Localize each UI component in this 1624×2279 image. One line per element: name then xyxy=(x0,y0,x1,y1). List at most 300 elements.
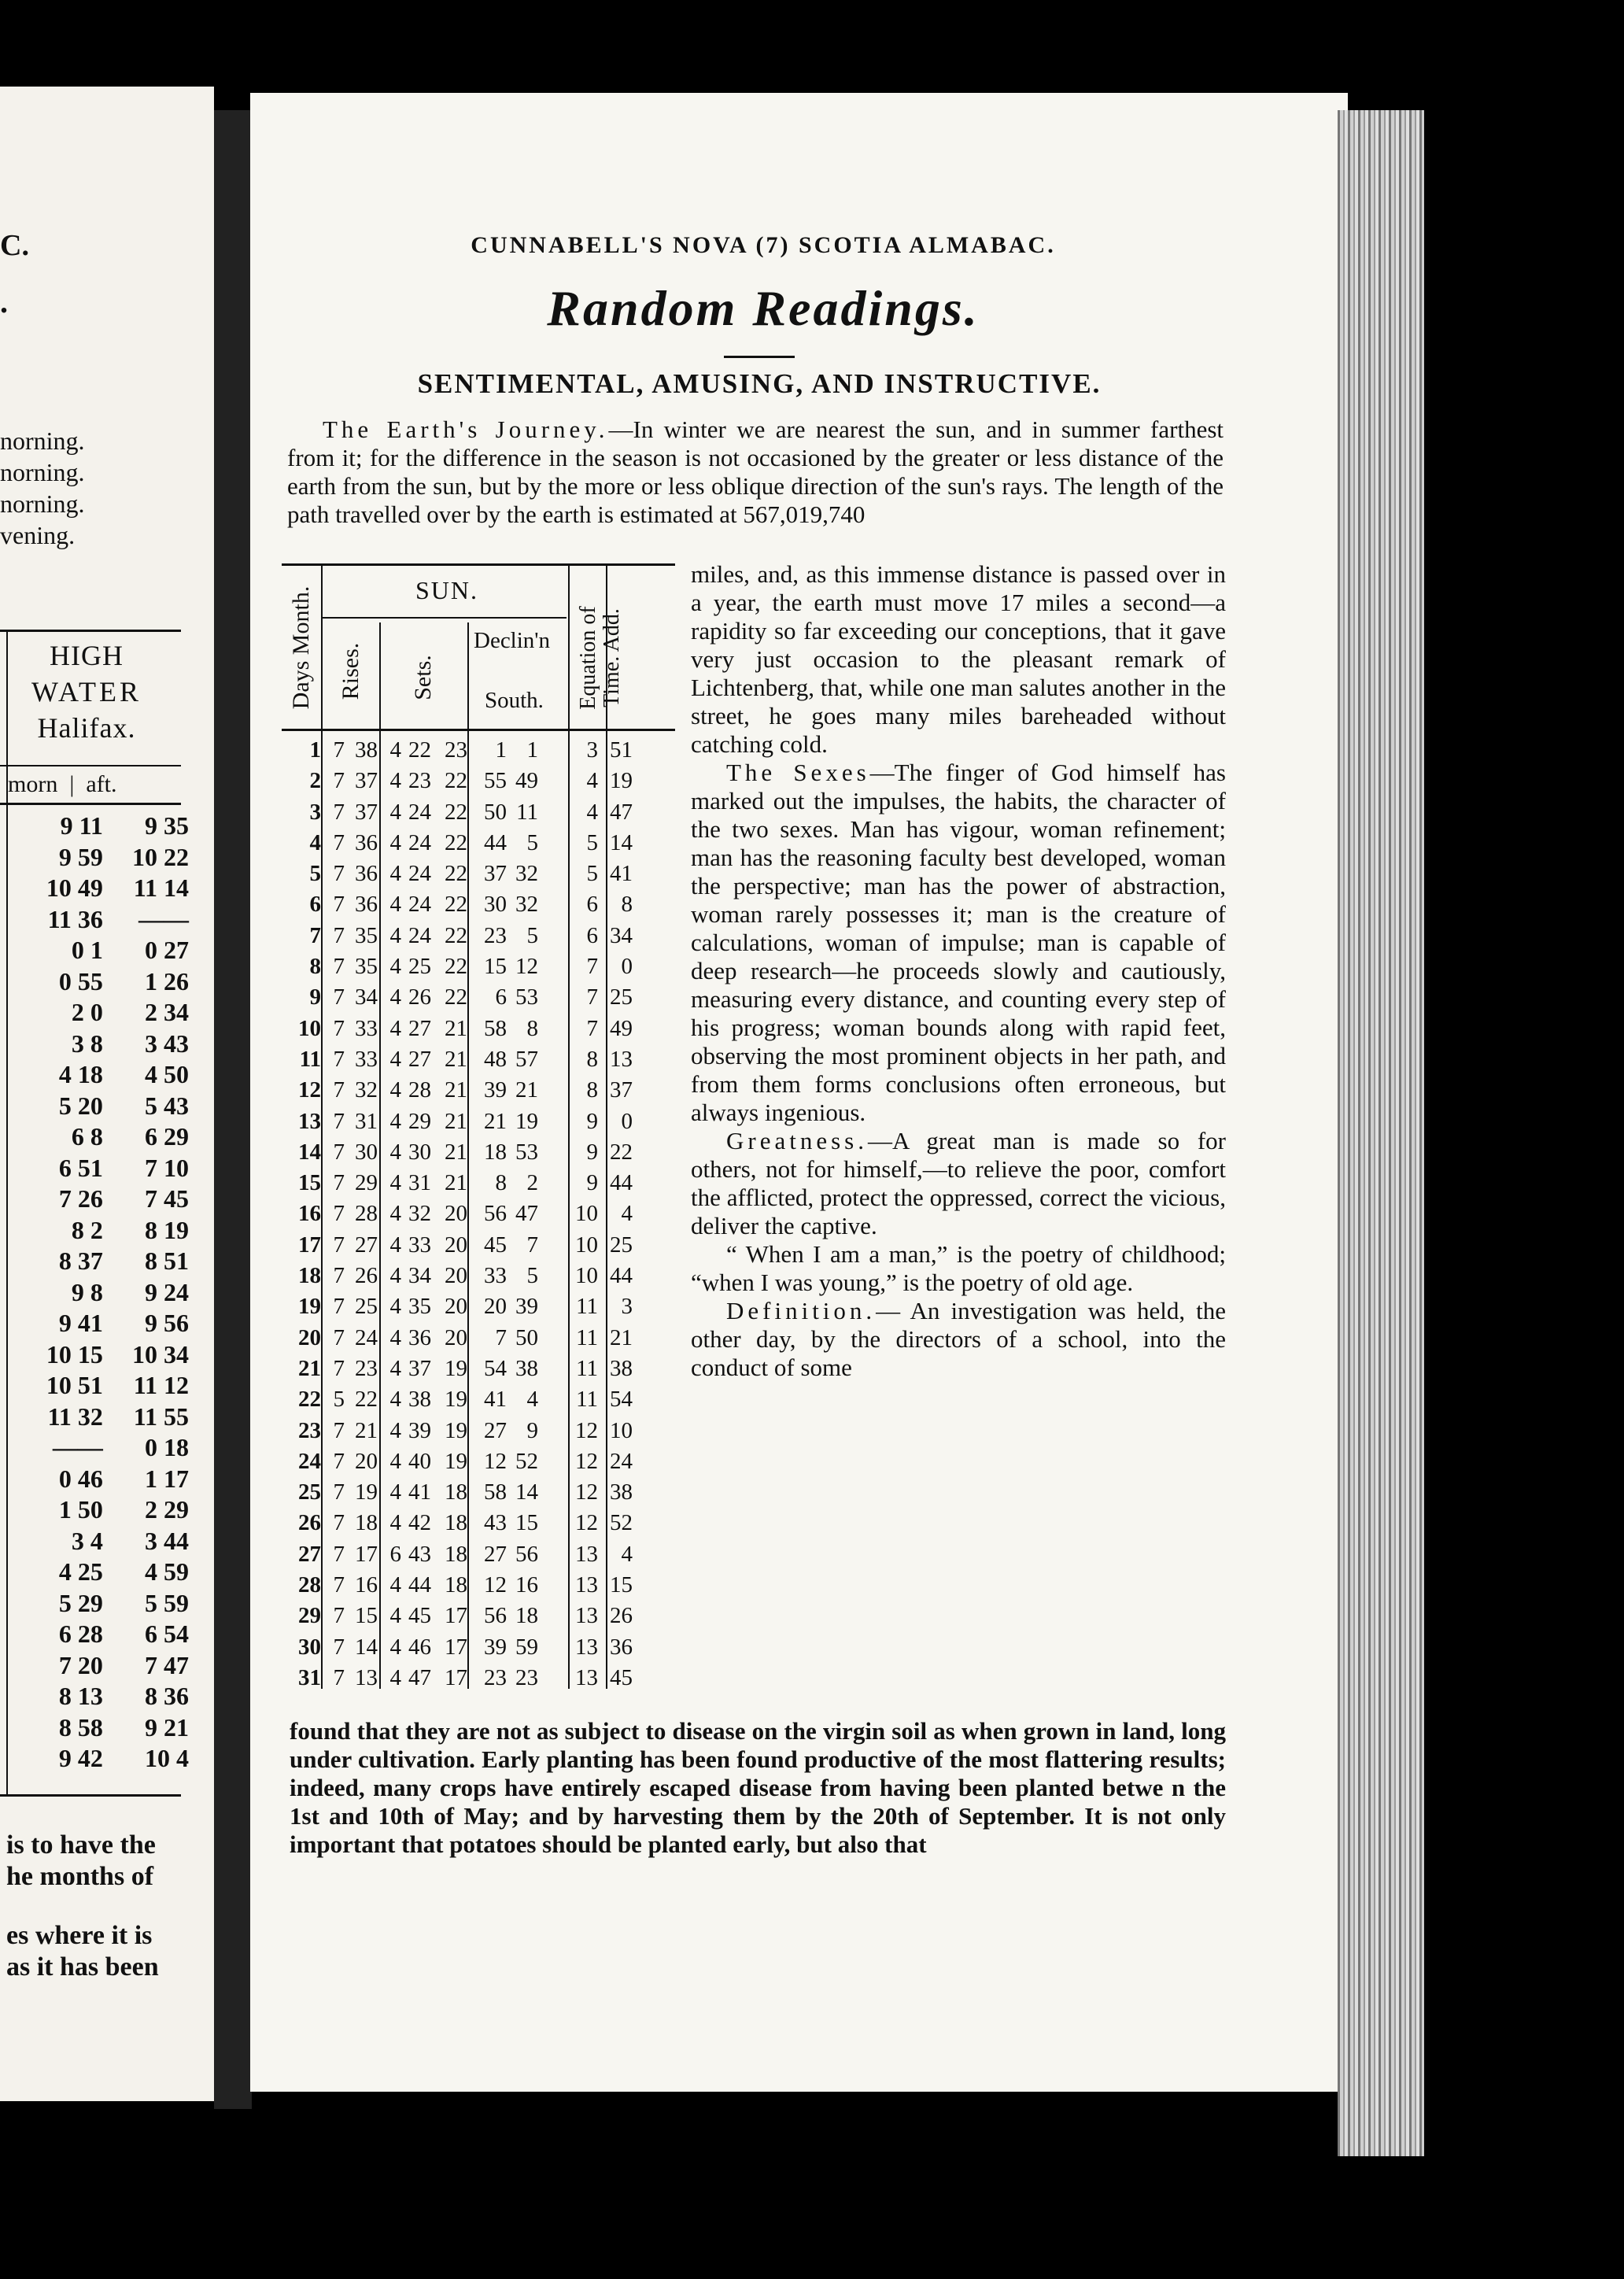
rise-hour-cell: 7 xyxy=(333,1294,345,1320)
sun-table-row xyxy=(282,1663,687,1694)
rise-hour-cell: 7 xyxy=(333,1634,345,1660)
rise-hour-cell: 7 xyxy=(333,1077,345,1103)
sun-table-row xyxy=(282,1601,687,1631)
decl-min-cell: 45 xyxy=(484,1232,507,1258)
hw-row xyxy=(0,1494,189,1526)
sun-table-row xyxy=(282,1044,687,1075)
day-cell: 21 xyxy=(298,1355,321,1381)
hw-row xyxy=(0,1153,189,1184)
sun-table-row xyxy=(282,735,687,766)
decl-deg-cell: 20 xyxy=(445,1324,467,1350)
hw-aft-cell: 8 36 xyxy=(145,1682,189,1710)
eq-min-cell: 7 xyxy=(586,984,598,1010)
hw-aft-cell: 10 4 xyxy=(145,1744,189,1772)
rise-min-cell: 25 xyxy=(355,1294,378,1320)
eq-sec-cell: 19 xyxy=(610,768,633,794)
hw-aft-cell: 9 35 xyxy=(145,811,189,840)
hw-aft-cell: 9 21 xyxy=(145,1712,189,1742)
eq-sec-cell: 0 xyxy=(621,954,633,980)
eq-min-cell: 13 xyxy=(575,1603,598,1629)
decl-sec-cell: 2 xyxy=(526,1170,538,1196)
phase-line: norning. xyxy=(0,458,85,486)
decl-deg-cell: 18 xyxy=(445,1572,467,1598)
decl-deg-cell: 17 xyxy=(445,1664,467,1690)
rise-hour-cell: 7 xyxy=(333,1046,345,1072)
sun-table-row xyxy=(282,859,687,889)
decl-deg-cell: 21 xyxy=(445,1170,467,1196)
set-hour-cell: 4 xyxy=(389,1232,401,1258)
hw-morn-cell: 10 49 xyxy=(46,874,103,902)
table-rule xyxy=(323,617,567,619)
rise-min-cell: 34 xyxy=(355,984,378,1010)
rise-min-cell: 23 xyxy=(355,1355,378,1381)
set-min-cell: 33 xyxy=(408,1232,431,1258)
eq-sec-cell: 24 xyxy=(610,1448,633,1474)
hw-aft-cell: 2 29 xyxy=(145,1495,189,1524)
hw-row xyxy=(0,1432,189,1464)
rise-hour-cell: 7 xyxy=(333,1170,345,1196)
eq-sec-cell: 44 xyxy=(610,1170,633,1196)
set-hour-cell: 4 xyxy=(389,1046,401,1072)
sun-table-row xyxy=(282,1539,687,1570)
sun-table-row xyxy=(282,1508,687,1538)
rise-min-cell: 32 xyxy=(355,1077,378,1103)
table-rule xyxy=(0,630,181,632)
eq-sec-cell: 21 xyxy=(610,1324,633,1350)
eq-min-cell: 11 xyxy=(576,1387,598,1413)
set-hour-cell: 4 xyxy=(389,954,401,980)
set-hour-cell: 4 xyxy=(389,1572,401,1598)
set-min-cell: 38 xyxy=(408,1387,431,1413)
hw-aft-cell: 8 51 xyxy=(145,1247,189,1275)
day-cell: 16 xyxy=(298,1201,321,1227)
poetry-paragraph: “ When I am a man,” is the poetry of childhood; “when I was young,” is the poetry of old age. xyxy=(691,1240,1226,1296)
decl-min-cell: 33 xyxy=(484,1263,507,1289)
hw-morn-cell: 5 29 xyxy=(58,1588,103,1617)
sun-table-row xyxy=(282,951,687,982)
hw-aft-cell: 8 19 xyxy=(145,1215,189,1244)
hw-aft-cell: 0 18 xyxy=(145,1433,189,1461)
set-hour-cell: 4 xyxy=(389,1510,401,1536)
decl-sec-cell: 38 xyxy=(515,1355,538,1381)
set-hour-cell: 4 xyxy=(389,1603,401,1629)
decl-sec-cell: 1 xyxy=(526,737,538,763)
rise-hour-cell: 7 xyxy=(333,922,345,948)
decl-deg-cell: 22 xyxy=(445,922,467,948)
day-cell: 3 xyxy=(309,799,321,825)
day-cell: 26 xyxy=(298,1510,321,1536)
right-column-text xyxy=(691,560,1226,1382)
sun-table-rows xyxy=(282,735,687,1694)
col-head-days: Days Month. xyxy=(288,585,314,710)
set-hour-cell: 4 xyxy=(389,1294,401,1320)
set-hour-cell: 4 xyxy=(389,1355,401,1381)
set-min-cell: 27 xyxy=(408,1015,431,1041)
decl-deg-cell: 21 xyxy=(445,1046,467,1072)
set-hour-cell: 4 xyxy=(389,768,401,794)
set-min-cell: 44 xyxy=(408,1572,431,1598)
set-hour-cell: 4 xyxy=(389,984,401,1010)
day-cell: 25 xyxy=(298,1479,321,1505)
eq-min-cell: 5 xyxy=(586,861,598,887)
hw-col-morn: morn xyxy=(8,771,58,797)
set-min-cell: 24 xyxy=(408,861,431,887)
eq-min-cell: 5 xyxy=(586,829,598,855)
left-header-fragment: C. xyxy=(0,229,29,262)
set-min-cell: 35 xyxy=(408,1294,431,1320)
left-bottom-text: is to have the he months of xyxy=(6,1830,156,1891)
col-head-equation: Equation of Time. Add. xyxy=(576,606,624,710)
day-cell: 20 xyxy=(298,1324,321,1350)
hw-row xyxy=(0,1277,189,1309)
eq-sec-cell: 0 xyxy=(621,1108,633,1134)
hw-row xyxy=(0,1029,189,1060)
decl-min-cell: 12 xyxy=(484,1448,507,1474)
hw-row xyxy=(0,1184,189,1215)
sun-table-row xyxy=(282,1446,687,1477)
rise-min-cell: 33 xyxy=(355,1046,378,1072)
earth-journey-paragraph xyxy=(287,416,1224,529)
set-min-cell: 47 xyxy=(408,1664,431,1690)
decl-min-cell: 56 xyxy=(484,1201,507,1227)
decl-sec-cell: 8 xyxy=(526,1015,538,1041)
rise-min-cell: 15 xyxy=(355,1603,378,1629)
sun-table-row xyxy=(282,889,687,920)
eq-min-cell: 11 xyxy=(576,1294,598,1320)
hw-row xyxy=(0,1681,189,1712)
set-min-cell: 37 xyxy=(408,1355,431,1381)
hw-morn-cell: 3 4 xyxy=(71,1526,103,1555)
sun-table xyxy=(282,563,687,1690)
sun-table-row xyxy=(282,1570,687,1601)
decl-min-cell: 21 xyxy=(484,1108,507,1134)
rise-min-cell: 36 xyxy=(355,892,378,918)
rise-min-cell: 37 xyxy=(355,768,378,794)
hw-morn-cell: 4 18 xyxy=(58,1060,103,1088)
rise-hour-cell: 7 xyxy=(333,861,345,887)
sun-table-row xyxy=(282,982,687,1013)
left-page-fragment xyxy=(0,87,214,2101)
eq-min-cell: 8 xyxy=(586,1077,598,1103)
decl-sec-cell: 52 xyxy=(515,1448,538,1474)
eq-min-cell: 12 xyxy=(575,1479,598,1505)
table-rule xyxy=(0,1794,181,1797)
hw-aft-cell: 7 10 xyxy=(145,1153,189,1182)
hw-morn-cell: 10 15 xyxy=(46,1339,103,1369)
sun-table-row xyxy=(282,766,687,796)
eq-sec-cell: 52 xyxy=(610,1510,633,1536)
set-hour-cell: 4 xyxy=(389,1108,401,1134)
decl-sec-cell: 32 xyxy=(515,892,538,918)
hw-aft-cell: 4 50 xyxy=(145,1060,189,1088)
rise-hour-cell: 7 xyxy=(333,829,345,855)
eq-min-cell: 9 xyxy=(586,1139,598,1165)
set-hour-cell: 4 xyxy=(389,1664,401,1690)
eq-sec-cell: 44 xyxy=(610,1263,633,1289)
decl-sec-cell: 23 xyxy=(515,1664,538,1690)
decl-deg-cell: 22 xyxy=(445,892,467,918)
set-min-cell: 43 xyxy=(408,1541,431,1567)
rise-hour-cell: 5 xyxy=(333,1387,345,1413)
hw-row xyxy=(0,1526,189,1557)
rise-hour-cell: 7 xyxy=(333,1201,345,1227)
decl-min-cell: 58 xyxy=(484,1479,507,1505)
rise-hour-cell: 7 xyxy=(333,1510,345,1536)
decl-sec-cell: 16 xyxy=(515,1572,538,1598)
decl-sec-cell: 32 xyxy=(515,861,538,887)
hw-row xyxy=(0,1402,189,1433)
set-hour-cell: 4 xyxy=(389,1263,401,1289)
sun-table-row xyxy=(282,1291,687,1322)
rise-min-cell: 20 xyxy=(355,1448,378,1474)
decl-deg-cell: 22 xyxy=(445,799,467,825)
sun-table-row xyxy=(282,1106,687,1137)
high-water-subheader: morn | aft. xyxy=(8,771,117,797)
hw-morn-cell: 8 37 xyxy=(58,1247,103,1275)
decl-deg-cell: 17 xyxy=(445,1634,467,1660)
hw-aft-cell: 0 27 xyxy=(145,936,189,964)
decl-min-cell: 41 xyxy=(484,1387,507,1413)
set-min-cell: 39 xyxy=(408,1417,431,1443)
set-min-cell: 34 xyxy=(408,1263,431,1289)
hw-row xyxy=(0,1059,189,1091)
eq-sec-cell: 54 xyxy=(610,1387,633,1413)
eq-sec-cell: 41 xyxy=(610,861,633,887)
rise-hour-cell: 7 xyxy=(333,1479,345,1505)
sun-table-row xyxy=(282,1323,687,1354)
hw-morn-cell: 9 41 xyxy=(58,1309,103,1337)
hw-aft-cell: 3 44 xyxy=(145,1526,189,1555)
day-cell: 8 xyxy=(309,954,321,980)
eq-sec-cell: 13 xyxy=(610,1046,633,1072)
decl-sec-cell: 7 xyxy=(526,1232,538,1258)
hw-row xyxy=(0,1588,189,1620)
decl-sec-cell: 39 xyxy=(515,1294,538,1320)
rise-min-cell: 14 xyxy=(355,1634,378,1660)
col-head-rises: Rises. xyxy=(338,642,364,700)
decl-deg-cell: 22 xyxy=(445,984,467,1010)
eq-min-cell: 7 xyxy=(586,1015,598,1041)
eq-sec-cell: 4 xyxy=(621,1541,633,1567)
decl-min-cell: 39 xyxy=(484,1634,507,1660)
hw-row xyxy=(0,966,189,998)
decl-min-cell: 37 xyxy=(484,861,507,887)
rise-min-cell: 27 xyxy=(355,1232,378,1258)
hw-morn-cell: 9 8 xyxy=(71,1277,103,1306)
day-cell: 18 xyxy=(298,1263,321,1289)
hw-row xyxy=(0,1712,189,1744)
day-cell: 17 xyxy=(298,1232,321,1258)
decl-deg-cell: 22 xyxy=(445,829,467,855)
book-gutter xyxy=(214,110,252,2109)
set-min-cell: 25 xyxy=(408,954,431,980)
eq-sec-cell: 25 xyxy=(610,1232,633,1258)
decl-min-cell: 30 xyxy=(484,892,507,918)
hw-aft-cell: 1 26 xyxy=(145,966,189,995)
hw-morn-cell: 1 50 xyxy=(58,1495,103,1524)
hw-morn-cell: 0 1 xyxy=(71,936,103,964)
decl-sec-cell: 18 xyxy=(515,1603,538,1629)
hw-row xyxy=(0,842,189,874)
day-cell: 13 xyxy=(298,1108,321,1134)
rise-min-cell: 18 xyxy=(355,1510,378,1536)
page-title: Random Readings. xyxy=(547,280,980,336)
decl-deg-cell: 22 xyxy=(445,954,467,980)
hw-row xyxy=(0,997,189,1029)
set-hour-cell: 4 xyxy=(389,1387,401,1413)
eq-min-cell: 11 xyxy=(576,1355,598,1381)
decl-deg-cell: 18 xyxy=(445,1541,467,1567)
hw-morn-cell: 8 2 xyxy=(71,1215,103,1244)
eq-min-cell: 12 xyxy=(575,1510,598,1536)
decl-deg-cell: 21 xyxy=(445,1015,467,1041)
hw-morn-cell: 10 51 xyxy=(46,1371,103,1399)
set-min-cell: 23 xyxy=(408,768,431,794)
eq-sec-cell: 49 xyxy=(610,1015,633,1041)
sun-table-row xyxy=(282,797,687,828)
decl-deg-cell: 19 xyxy=(445,1417,467,1443)
decl-min-cell: 1 xyxy=(495,737,507,763)
day-cell: 24 xyxy=(298,1448,321,1474)
decl-deg-cell: 21 xyxy=(445,1077,467,1103)
sun-table-row xyxy=(282,921,687,951)
eq-sec-cell: 3 xyxy=(621,1294,633,1320)
set-hour-cell: 6 xyxy=(389,1541,401,1567)
hw-morn-cell: 8 13 xyxy=(58,1682,103,1710)
rise-min-cell: 24 xyxy=(355,1324,378,1350)
hw-aft-cell: 7 45 xyxy=(145,1184,189,1213)
decl-deg-cell: 18 xyxy=(445,1479,467,1505)
set-min-cell: 24 xyxy=(408,922,431,948)
decl-min-cell: 50 xyxy=(484,799,507,825)
hw-col-aft: aft. xyxy=(86,771,117,797)
decl-sec-cell: 11 xyxy=(516,799,538,825)
hw-aft-cell: 1 17 xyxy=(145,1464,189,1493)
eq-sec-cell: 4 xyxy=(621,1201,633,1227)
decl-deg-cell: 21 xyxy=(445,1108,467,1134)
rise-min-cell: 35 xyxy=(355,954,378,980)
hw-aft-cell: 5 59 xyxy=(145,1588,189,1617)
set-hour-cell: 4 xyxy=(389,799,401,825)
day-cell: 1 xyxy=(309,737,321,763)
hw-morn-cell: 9 59 xyxy=(58,842,103,871)
rise-min-cell: 37 xyxy=(355,799,378,825)
eq-sec-cell: 38 xyxy=(610,1355,633,1381)
rise-min-cell: 13 xyxy=(355,1664,378,1690)
hw-row xyxy=(0,873,189,904)
decl-sec-cell: 47 xyxy=(515,1201,538,1227)
sun-table-row xyxy=(282,1199,687,1229)
running-header: CUNNABELL'S NOVA (7) SCOTIA ALMABAC. xyxy=(471,232,1056,258)
rise-hour-cell: 7 xyxy=(333,799,345,825)
decl-min-cell: 39 xyxy=(484,1077,507,1103)
eq-min-cell: 4 xyxy=(586,768,598,794)
set-min-cell: 45 xyxy=(408,1603,431,1629)
sun-table-row xyxy=(282,1168,687,1199)
eq-min-cell: 10 xyxy=(575,1232,598,1258)
earth-text-continued: miles, and, as this immense distance is passed over in a year, the earth must move 17 miles a second—a rapidity so far exceeding our conceptions, that it gave very just occasion to the pleasant remark of Lichtenberg, that, while one man salutes another in the street, he goes many miles bareheaded without catching cold. xyxy=(691,560,1226,758)
decl-sec-cell: 14 xyxy=(515,1479,538,1505)
greatness-text: —A great man is made so for others, not for himself,—to relieve the poor, comfort the afflicted, protect the oppressed, correct the vicious, deliver the captive. xyxy=(691,1127,1226,1239)
rise-min-cell: 36 xyxy=(355,861,378,887)
hw-row xyxy=(0,1091,189,1122)
decl-sec-cell: 4 xyxy=(526,1387,538,1413)
hw-aft-cell: 6 29 xyxy=(145,1122,189,1151)
day-cell: 27 xyxy=(298,1541,321,1567)
sexes-text: —The finger of God himself has marked out the impulses, the habits, the character of the two sexes. Man has vigour, woman refinement; man has the reasoning faculty best developed, woman the perspective; man has the power of abstraction, woman rarely possesses it; man is the creature of calculations, woman of impulse; man is capable of deep research—he proceeds slowly and cautiously, measuring every distance, and counting every step of his progress; woman bounds along with rapid feet, observing the most prominent objects in her path, and from them forms conclusions often erroneous, but always ingenious. xyxy=(691,759,1227,1126)
hw-aft-cell: —— xyxy=(138,904,189,933)
decl-min-cell: 44 xyxy=(484,829,507,855)
eq-sec-cell: 14 xyxy=(610,829,633,855)
decl-sec-cell: 53 xyxy=(515,1139,538,1165)
rise-min-cell: 29 xyxy=(355,1170,378,1196)
phase-line: norning. xyxy=(0,427,85,455)
rise-hour-cell: 7 xyxy=(333,1108,345,1134)
decl-deg-cell: 19 xyxy=(445,1448,467,1474)
rise-min-cell: 33 xyxy=(355,1015,378,1041)
rise-hour-cell: 7 xyxy=(333,1448,345,1474)
sexes-lead: The Sexes xyxy=(726,759,870,786)
hw-aft-cell: 7 47 xyxy=(145,1650,189,1679)
hw-morn-cell: 0 46 xyxy=(58,1464,103,1493)
table-rule xyxy=(282,563,675,566)
decl-sec-cell: 57 xyxy=(515,1046,538,1072)
hw-aft-cell: 11 14 xyxy=(133,874,189,902)
set-hour-cell: 4 xyxy=(389,1015,401,1041)
decl-sec-cell: 49 xyxy=(515,768,538,794)
set-hour-cell: 4 xyxy=(389,1201,401,1227)
eq-min-cell: 10 xyxy=(575,1263,598,1289)
day-cell: 4 xyxy=(309,829,321,855)
decl-min-cell: 18 xyxy=(484,1139,507,1165)
hw-morn-cell: —— xyxy=(52,1433,103,1461)
col-head-south: South. xyxy=(485,688,544,713)
set-min-cell: 42 xyxy=(408,1510,431,1536)
eq-min-cell: 13 xyxy=(575,1541,598,1567)
earth-text: —In winter we are nearest the sun, and in summer farthest from it; for the difference in the season is not occasioned by the greater or less distance of the earth from the sun, but by the more or less oblique direction of the sun's rays. The length of the path travelled over by the earth is estimated at 567,019,740 xyxy=(287,416,1224,528)
eq-min-cell: 13 xyxy=(575,1572,598,1598)
eq-sec-cell: 26 xyxy=(610,1603,633,1629)
hw-morn-cell: 0 55 xyxy=(58,966,103,995)
hw-row xyxy=(0,1339,189,1371)
eq-sec-cell: 15 xyxy=(610,1572,633,1598)
hw-aft-cell: 2 34 xyxy=(145,998,189,1026)
day-cell: 5 xyxy=(309,861,321,887)
decl-sec-cell: 9 xyxy=(526,1417,538,1443)
set-hour-cell: 4 xyxy=(389,922,401,948)
sun-table-row xyxy=(282,1416,687,1446)
set-hour-cell: 4 xyxy=(389,829,401,855)
hw-row xyxy=(0,1619,189,1650)
set-hour-cell: 4 xyxy=(389,1448,401,1474)
set-hour-cell: 4 xyxy=(389,737,401,763)
sun-table-row xyxy=(282,1477,687,1508)
sun-table-row xyxy=(282,1230,687,1261)
decl-deg-cell: 20 xyxy=(445,1232,467,1258)
decl-min-cell: 43 xyxy=(484,1510,507,1536)
eq-sec-cell: 37 xyxy=(610,1077,633,1103)
hw-aft-cell: 10 34 xyxy=(132,1339,189,1369)
title-rule xyxy=(724,356,795,358)
decl-sec-cell: 5 xyxy=(526,922,538,948)
eq-min-cell: 11 xyxy=(576,1324,598,1350)
rise-hour-cell: 7 xyxy=(333,737,345,763)
rise-hour-cell: 7 xyxy=(333,1572,345,1598)
decl-deg-cell: 19 xyxy=(445,1387,467,1413)
set-min-cell: 22 xyxy=(408,737,431,763)
hw-aft-cell: 11 55 xyxy=(133,1402,189,1431)
hw-morn-cell: 11 36 xyxy=(47,904,103,933)
